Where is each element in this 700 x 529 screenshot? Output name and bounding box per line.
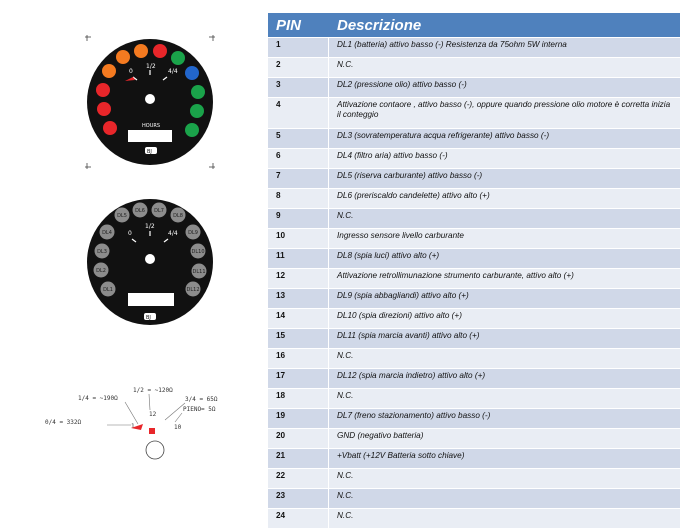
label-quarter: 1/4 = ~190Ω bbox=[78, 395, 118, 402]
logo: BJ bbox=[146, 315, 151, 321]
lamp-dl10: DL10 bbox=[191, 249, 205, 255]
table-row bbox=[268, 38, 680, 57]
pin-number: 2 bbox=[268, 58, 329, 77]
pin-number: 17 bbox=[268, 369, 329, 388]
lamp-dl7: DL7 bbox=[154, 208, 164, 214]
table-row bbox=[268, 169, 680, 188]
table-row bbox=[268, 489, 680, 508]
pin-number: 13 bbox=[268, 289, 329, 308]
lamp-dl8: DL8 bbox=[173, 213, 183, 219]
pin-description: N.C. bbox=[329, 58, 680, 77]
pin-number: 24 bbox=[268, 509, 329, 528]
pin-description: N.C. bbox=[329, 389, 680, 408]
pin-number: 19 bbox=[268, 409, 329, 428]
pin-description: DL9 (spia abbagliandi) attivo alto (+) bbox=[329, 289, 680, 308]
hours-label: HOURS bbox=[142, 123, 161, 129]
table-row bbox=[268, 409, 680, 428]
lamp-dl4: DL4 bbox=[102, 230, 112, 236]
pin-description: N.C. bbox=[329, 209, 680, 228]
table-row bbox=[268, 449, 680, 468]
pin-description: DL11 (spia marcia avanti) attivo alto (+) bbox=[329, 329, 680, 348]
pin-description: N.C. bbox=[329, 509, 680, 528]
tick-0: 0 bbox=[129, 68, 133, 75]
pin-number: 4 bbox=[268, 98, 329, 128]
tick-half: 1/2 bbox=[146, 63, 156, 70]
pin-number: 1 bbox=[268, 38, 329, 57]
table-row bbox=[268, 389, 680, 408]
pin-number: 23 bbox=[268, 489, 329, 508]
pin-description: +Vbatt (+12V Batteria sotto chiave) bbox=[329, 449, 680, 468]
pin-description: GND (negativo batteria) bbox=[329, 429, 680, 448]
table-row bbox=[268, 349, 680, 368]
table-row bbox=[268, 249, 680, 268]
pin-b: 12 bbox=[149, 411, 157, 418]
table-row bbox=[268, 209, 680, 228]
lamp-dl6: DL6 bbox=[135, 208, 145, 214]
table-row bbox=[268, 98, 680, 128]
pin-number: 16 bbox=[268, 349, 329, 368]
table-row bbox=[268, 329, 680, 348]
pin-table bbox=[268, 12, 680, 529]
dl-lamp-gauge-diagram bbox=[84, 195, 216, 330]
pin-number: 7 bbox=[268, 169, 329, 188]
pin-description: DL1 (batteria) attivo basso (-) Resistenza da 75ohm 5W interna bbox=[329, 38, 680, 57]
pin-description: DL7 (freno stazionamento) attivo basso (-) bbox=[329, 409, 680, 428]
pin-description: DL10 (spia direzioni) attivo alto (+) bbox=[329, 309, 680, 328]
pin-a: 1 bbox=[131, 423, 135, 430]
fuel-sensor-schematic bbox=[45, 380, 235, 460]
table-row bbox=[268, 189, 680, 208]
label-half: 1/2 = ~120Ω bbox=[133, 387, 173, 394]
pin-description: Ingresso sensore livello carburante bbox=[329, 229, 680, 248]
table-header bbox=[268, 13, 680, 37]
tick-0: 0 bbox=[128, 230, 132, 237]
pin-description: Attivazione retrollimunazione strumento carburante, attivo alto (+) bbox=[329, 269, 680, 288]
pin-description: DL3 (sovratemperatura acqua refrigerante) attivo basso (-) bbox=[329, 129, 680, 148]
label-pieno: PIENO= 5Ω bbox=[183, 406, 216, 413]
pin-description: DL2 (pressione olio) attivo basso (-) bbox=[329, 78, 680, 97]
pin-description: DL8 (spia luci) attivo alto (+) bbox=[329, 249, 680, 268]
pin-description: N.C. bbox=[329, 489, 680, 508]
table-row bbox=[268, 309, 680, 328]
pin-c: 10 bbox=[174, 424, 182, 431]
table-row bbox=[268, 429, 680, 448]
table-row bbox=[268, 269, 680, 288]
pin-number: 9 bbox=[268, 209, 329, 228]
lamp-dl12: DL12 bbox=[186, 287, 200, 293]
lamp-dl9: DL9 bbox=[188, 230, 198, 236]
table-row bbox=[268, 149, 680, 168]
table-row bbox=[268, 289, 680, 308]
color-gauge-diagram bbox=[85, 35, 215, 170]
table-row bbox=[268, 369, 680, 388]
pin-number: 18 bbox=[268, 389, 329, 408]
lamp-dl5: DL5 bbox=[117, 213, 127, 219]
pin-number: 5 bbox=[268, 129, 329, 148]
pin-number: 15 bbox=[268, 329, 329, 348]
table-row bbox=[268, 229, 680, 248]
pin-number: 6 bbox=[268, 149, 329, 168]
pin-number: 22 bbox=[268, 469, 329, 488]
pin-description: Attivazione contaore , attivo basso (-), oppure quando pressione olio motore è corretta inizia il conteggio bbox=[329, 98, 680, 128]
pin-description: DL5 (riserva carburante) attivo basso (-) bbox=[329, 169, 680, 188]
label-zero: 0/4 = 332Ω bbox=[45, 419, 82, 426]
table-row bbox=[268, 509, 680, 528]
pin-description: DL6 (preriscaldo candelette) attivo alto (+) bbox=[329, 189, 680, 208]
pin-number: 12 bbox=[268, 269, 329, 288]
header-pin: PIN bbox=[268, 13, 329, 37]
tick-full: 4/4 bbox=[168, 68, 178, 75]
logo: BJ bbox=[147, 149, 152, 155]
lamp-dl3: DL3 bbox=[97, 249, 107, 255]
pin-number: 11 bbox=[268, 249, 329, 268]
pin-number: 21 bbox=[268, 449, 329, 468]
pin-description: DL12 (spia marcia indietro) attivo alto (+) bbox=[329, 369, 680, 388]
tick-half: 1/2 bbox=[145, 223, 155, 230]
pin-number: 8 bbox=[268, 189, 329, 208]
pin-number: 3 bbox=[268, 78, 329, 97]
table-row bbox=[268, 129, 680, 148]
lamp-dl2: DL2 bbox=[96, 268, 106, 274]
header-desc: Descrizione bbox=[329, 13, 680, 37]
label-three-quarter: 3/4 = 65Ω bbox=[185, 396, 218, 403]
table-row bbox=[268, 469, 680, 488]
pin-number: 10 bbox=[268, 229, 329, 248]
illustrations-column bbox=[0, 0, 265, 525]
table-row bbox=[268, 58, 680, 77]
table-row bbox=[268, 78, 680, 97]
lamp-dl11: DL11 bbox=[192, 269, 206, 275]
pin-description: N.C. bbox=[329, 349, 680, 368]
hours-display bbox=[128, 293, 174, 306]
pin-description: DL4 (filtro aria) attivo basso (-) bbox=[329, 149, 680, 168]
hours-display bbox=[128, 130, 172, 142]
tick-full: 4/4 bbox=[168, 230, 178, 237]
lamp-dl1: DL1 bbox=[103, 287, 113, 293]
pin-description: N.C. bbox=[329, 469, 680, 488]
pin-number: 14 bbox=[268, 309, 329, 328]
pin-number: 20 bbox=[268, 429, 329, 448]
